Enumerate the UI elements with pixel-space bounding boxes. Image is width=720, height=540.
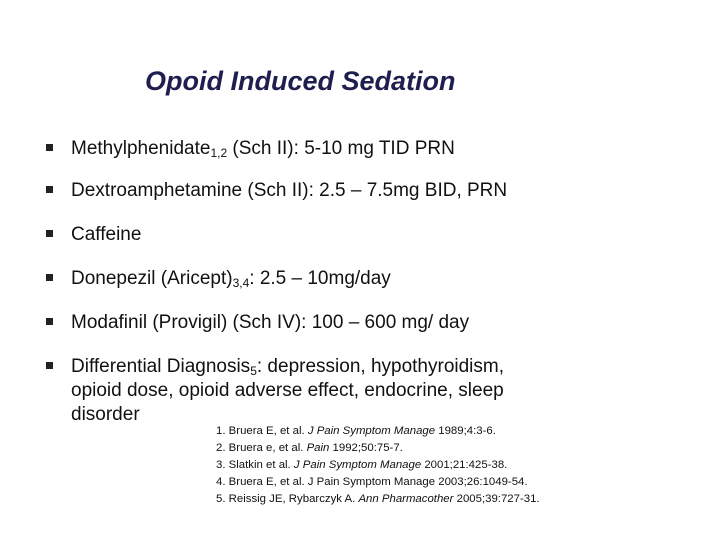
reference-journal: J Pain Symptom Manage bbox=[293, 459, 422, 471]
reference-number: 3. bbox=[216, 459, 226, 471]
bullet-text-rest: (Sch II): 5-10 mg TID PRN bbox=[227, 138, 455, 159]
bullet-line-3: disorder bbox=[71, 404, 140, 425]
reference-number: 2. bbox=[216, 442, 226, 454]
square-bullet-icon bbox=[46, 186, 53, 193]
reference-citation: 2001;21:425-38. bbox=[424, 459, 508, 471]
bullet-text bbox=[71, 267, 391, 291]
reference-item bbox=[216, 457, 540, 474]
reference-item bbox=[216, 440, 540, 457]
bullet-text: Caffeine bbox=[71, 224, 142, 245]
reference-item bbox=[216, 474, 540, 491]
bullet-text: Modafinil (Provigil) (Sch IV): 100 – 600 mg/ day bbox=[71, 312, 470, 333]
reference-authors: Reissig JE, Rybarczyk A. bbox=[228, 493, 356, 505]
reference-citation: 2005;39:727-31. bbox=[456, 493, 540, 505]
reference-citation: 1992;50:75-7. bbox=[332, 442, 403, 454]
square-bullet-icon bbox=[46, 230, 53, 237]
references-list bbox=[216, 423, 540, 508]
bullet-text bbox=[71, 355, 504, 427]
reference-authors: Bruera E, et al. J Pain Symptom Manage bbox=[228, 476, 436, 488]
bullet-line-1 bbox=[71, 355, 504, 379]
citation-superscript: 3,4 bbox=[232, 276, 250, 290]
reference-item bbox=[216, 491, 540, 508]
reference-number: 4. bbox=[216, 476, 226, 488]
reference-item bbox=[216, 423, 540, 440]
bullet-line-2: opioid dose, opioid adverse effect, endocrine, sleep bbox=[71, 380, 504, 401]
bullet-text: Dextroamphetamine (Sch II): 2.5 – 7.5mg BID, PRN bbox=[71, 180, 508, 201]
square-bullet-icon bbox=[46, 362, 53, 369]
reference-authors: Bruera E, et al. bbox=[228, 425, 305, 437]
reference-authors: Bruera e, et al. bbox=[228, 442, 304, 454]
square-bullet-icon bbox=[46, 318, 53, 325]
citation-superscript: 1,2 bbox=[210, 146, 228, 160]
square-bullet-icon bbox=[46, 274, 53, 281]
slide-title: Opoid Induced Sedation bbox=[145, 66, 456, 96]
bullet-text bbox=[71, 137, 455, 161]
bullet-text-main: Donepezil (Aricept) bbox=[71, 268, 233, 289]
reference-journal: J Pain Symptom Manage bbox=[307, 425, 436, 437]
bullet-text-main: Methylphenidate bbox=[71, 138, 211, 159]
reference-authors: Slatkin et al. bbox=[228, 459, 291, 471]
reference-journal: Ann Pharmacother bbox=[358, 493, 454, 505]
square-bullet-icon bbox=[46, 144, 53, 151]
bullet-text-rest: : depression, hypothyroidism, bbox=[256, 356, 504, 377]
reference-citation: 1989;4:3-6. bbox=[438, 425, 496, 437]
reference-citation: 2003;26:1049-54. bbox=[438, 476, 528, 488]
reference-number: 1. bbox=[216, 425, 226, 437]
bullet-text-rest: : 2.5 – 10mg/day bbox=[249, 268, 391, 289]
reference-journal: Pain bbox=[306, 442, 330, 454]
bullet-text-main: Differential Diagnosis bbox=[71, 356, 251, 377]
citation-superscript: 5 bbox=[250, 364, 257, 378]
reference-number: 5. bbox=[216, 493, 226, 505]
